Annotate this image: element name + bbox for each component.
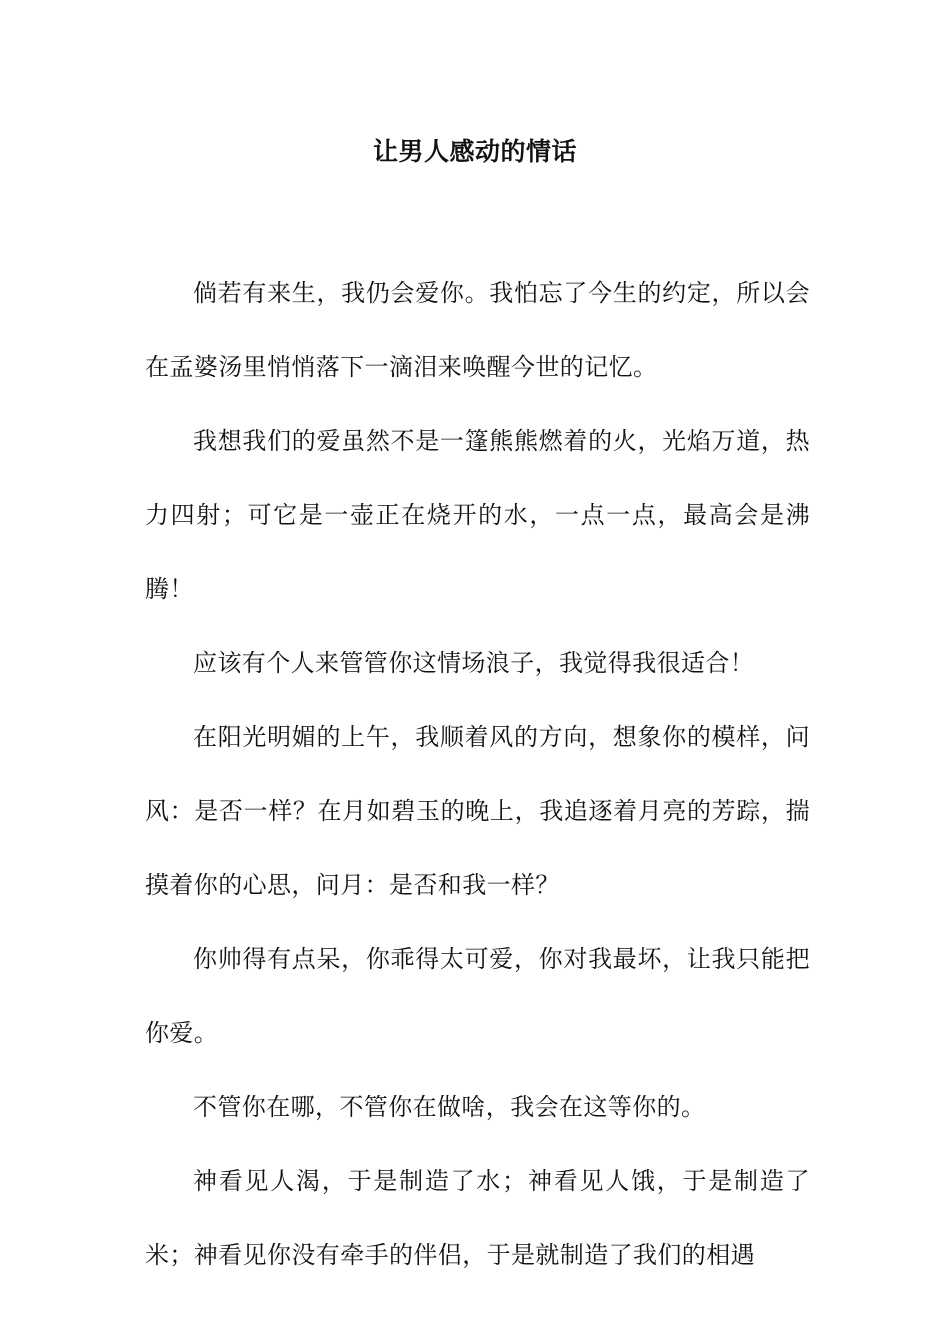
document-body: [145, 256, 810, 1292]
paragraph: 不管你在哪，不管你在做啥，我会在这等你的。: [193, 1093, 706, 1121]
paragraph: 神看见人渴，于是制造了水；神看见人饿，于是制造了米；神看见你没有牵手的伴侣，于是就制造了我们的相遇: [145, 1167, 810, 1269]
document-title: 让男人感动的情话: [372, 137, 577, 166]
paragraph: 在阳光明媚的上午，我顺着风的方向，想象你的模样，问风：是否一样？在月如碧玉的晚上，我追逐着月亮的芳踪，揣摸着你的心思，问月：是否和我一样？: [145, 723, 810, 899]
paragraph: 倘若有来生，我仍会爱你。我怕忘了今生的约定，所以会在孟婆汤里悄悄落下一滴泪来唤醒今世的记忆。: [145, 279, 810, 381]
paragraph: 我想我们的爱虽然不是一篷熊熊燃着的火，光焰万道，热力四射；可它是一壶正在烧开的水，一点一点，最高会是沸腾！: [145, 427, 810, 603]
paragraph: 应该有个人来管管你这情场浪子，我觉得我很适合！: [193, 649, 755, 677]
paragraph: 你帅得有点呆，你乖得太可爱，你对我最坏，让我只能把你爱。: [145, 945, 810, 1047]
